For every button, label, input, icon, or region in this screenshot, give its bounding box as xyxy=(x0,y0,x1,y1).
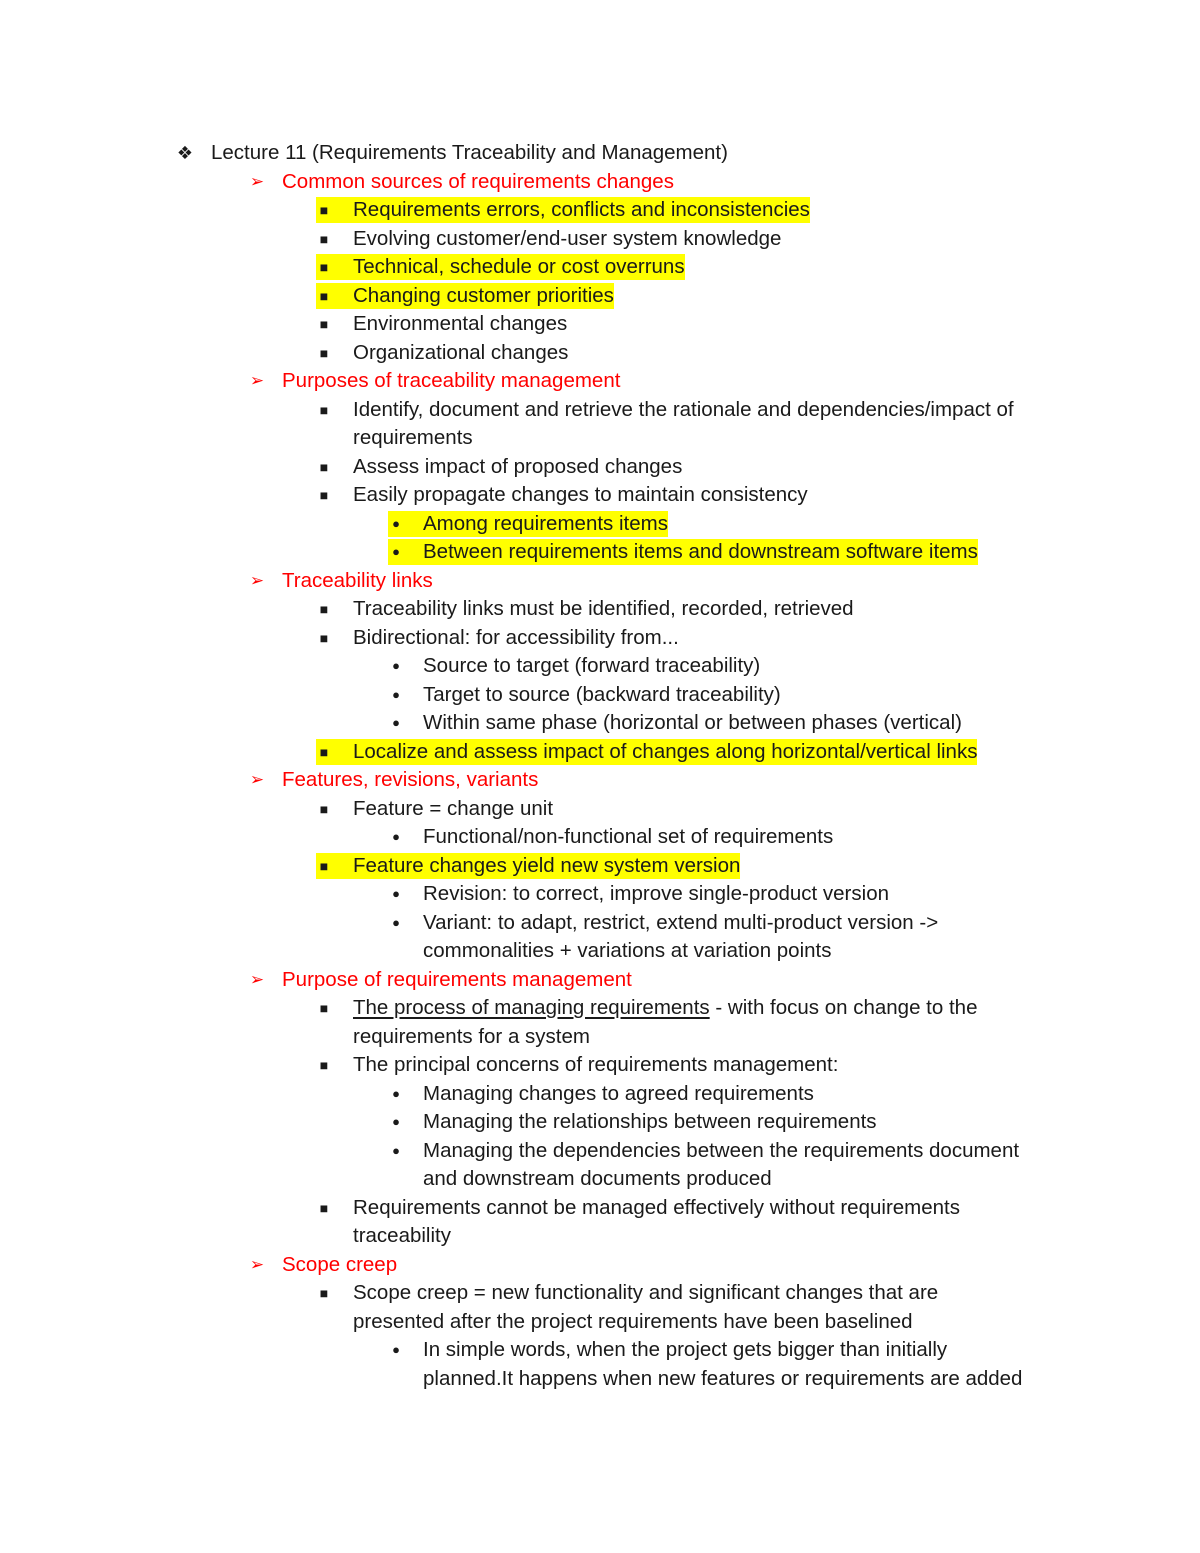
square-bullet-icon: ■ xyxy=(319,1057,329,1073)
outline-line-level-3 xyxy=(0,909,1200,938)
square-bullet-icon: ■ xyxy=(319,857,329,874)
outline-text: Features, revisions, variants xyxy=(282,768,539,791)
outline-line-level-2 xyxy=(0,253,1200,282)
outline-line-level-2 xyxy=(0,624,1200,653)
outline-line-level-3 xyxy=(0,709,1200,738)
outline-line-level-0 xyxy=(0,139,1200,168)
outline-text: commonalities + variations at variation points xyxy=(423,939,832,962)
square-bullet-icon: ■ xyxy=(319,1199,329,1216)
outline-line-level-2 xyxy=(0,424,1200,453)
outline-text: Between requirements items and downstream software items xyxy=(423,540,978,563)
square-bullet-icon: ■ xyxy=(319,800,329,817)
outline-line-level-3 xyxy=(0,1137,1200,1166)
outline-line-level-3 xyxy=(0,1336,1200,1365)
circle-bullet-icon: ● xyxy=(392,715,400,730)
outline-text: Environmental changes xyxy=(353,312,568,335)
outline-text xyxy=(353,994,977,1023)
outline-text: Target to source (backward traceability) xyxy=(423,682,781,706)
outline-text: Easily propagate changes to maintain consistency xyxy=(353,483,808,506)
outline-line-level-2 xyxy=(0,396,1200,425)
outline-line-level-3 xyxy=(0,1080,1200,1109)
outline-line-level-2 xyxy=(0,453,1200,482)
outline-text: Feature changes yield new system version xyxy=(353,853,741,877)
outline-line-level-2 xyxy=(0,1023,1200,1052)
outline-text: Requirements errors, conflicts and inconsistencies xyxy=(353,198,810,221)
outline-text-rest: - with focus on change to the xyxy=(709,996,978,1019)
circle-bullet-icon: ● xyxy=(392,886,400,901)
outline-text: Technical, schedule or cost overruns xyxy=(353,255,685,278)
circle-bullet-icon: ● xyxy=(392,686,400,702)
outline-line-level-3 xyxy=(0,510,1200,539)
arrow-bullet-icon: ➢ xyxy=(249,371,265,390)
outline-text: Changing customer priorities xyxy=(353,283,614,307)
circle-bullet-icon: ● xyxy=(392,1085,400,1101)
outline-text: Bidirectional: for accessibility from... xyxy=(353,625,679,649)
outline-text: traceability xyxy=(353,1224,451,1247)
outline-line-level-3 xyxy=(0,880,1200,909)
outline-line-level-2 xyxy=(0,1308,1200,1337)
outline-text: requirements xyxy=(353,426,473,449)
outline-line-level-3 xyxy=(0,652,1200,681)
outline-line-level-2 xyxy=(0,595,1200,624)
outline-line-level-2 xyxy=(0,310,1200,339)
outline-line-level-2 xyxy=(0,1279,1200,1308)
outline-text: Managing the dependencies between the requirements document xyxy=(423,1138,1020,1162)
outline-text: Scope creep xyxy=(282,1252,398,1276)
outline-text: Requirements cannot be managed effectively without requirements xyxy=(353,1195,960,1219)
outline-line-level-3 xyxy=(0,937,1200,966)
outline-line-level-2 xyxy=(0,225,1200,254)
outline-text: Source to target (forward traceability) xyxy=(423,654,761,677)
square-bullet-icon: ■ xyxy=(319,1000,329,1016)
outline-text: Among requirements items xyxy=(423,511,668,535)
outline-line-level-3 xyxy=(0,823,1200,852)
circle-bullet-icon: ● xyxy=(392,914,400,930)
outline-text: requirements for a system xyxy=(353,1024,590,1048)
outline-text: Feature = change unit xyxy=(353,796,554,820)
outline-text: Managing changes to agreed requirements xyxy=(423,1081,814,1105)
lecture-notes-outline xyxy=(0,139,1200,1393)
underlined-phrase: The process of managing requirements xyxy=(353,996,710,1019)
diamond-bullet-icon: ❖ xyxy=(176,143,194,163)
outline-text: Purposes of traceability management xyxy=(282,369,621,392)
outline-line-level-3 xyxy=(0,1365,1200,1394)
outline-text: Managing the relationships between requirements xyxy=(423,1110,877,1133)
outline-line-level-1 xyxy=(0,567,1200,596)
outline-text: Common sources of requirements changes xyxy=(282,169,674,193)
outline-line-level-2 xyxy=(0,852,1200,881)
outline-line-level-2 xyxy=(0,795,1200,824)
square-bullet-icon: ■ xyxy=(319,259,329,275)
outline-text: Identify, document and retrieve the rationale and dependencies/impact of xyxy=(353,397,1014,421)
outline-line-level-1 xyxy=(0,766,1200,795)
circle-bullet-icon: ● xyxy=(392,829,400,844)
circle-bullet-icon: ● xyxy=(392,515,400,531)
outline-line-level-3 xyxy=(0,1165,1200,1194)
square-bullet-icon: ■ xyxy=(319,601,329,617)
outline-text: Localize and assess impact of changes along horizontal/vertical links xyxy=(353,739,978,763)
circle-bullet-icon: ● xyxy=(392,1142,400,1158)
square-bullet-icon: ■ xyxy=(319,230,329,247)
outline-text: Purpose of requirements management xyxy=(282,967,632,991)
outline-text: Variant: to adapt, restrict, extend multi-product version -> xyxy=(423,910,939,934)
outline-line-level-3 xyxy=(0,1108,1200,1137)
arrow-bullet-icon: ➢ xyxy=(249,770,265,789)
outline-line-level-3 xyxy=(0,538,1200,567)
square-bullet-icon: ■ xyxy=(319,287,329,304)
square-bullet-icon: ■ xyxy=(319,743,329,760)
square-bullet-icon: ■ xyxy=(319,629,329,646)
outline-line-level-2 xyxy=(0,1222,1200,1251)
outline-line-level-3 xyxy=(0,681,1200,710)
arrow-bullet-icon: ➢ xyxy=(249,969,265,989)
outline-line-level-2 xyxy=(0,196,1200,225)
outline-text: Functional/non-functional set of requirements xyxy=(423,825,834,848)
outline-text: and downstream documents produced xyxy=(423,1167,772,1190)
outline-line-level-2 xyxy=(0,481,1200,510)
outline-line-level-2 xyxy=(0,1051,1200,1080)
outline-line-level-1 xyxy=(0,1251,1200,1280)
outline-text: Scope creep = new functionality and significant changes that are xyxy=(353,1281,939,1304)
outline-text: Traceability links must be identified, recorded, retrieved xyxy=(353,597,854,620)
square-bullet-icon: ■ xyxy=(319,487,329,503)
outline-line-level-2 xyxy=(0,339,1200,368)
square-bullet-icon: ■ xyxy=(319,316,329,332)
outline-line-level-2 xyxy=(0,994,1200,1023)
arrow-bullet-icon: ➢ xyxy=(249,171,265,191)
square-bullet-icon: ■ xyxy=(319,401,329,418)
outline-text: Lecture 11 (Requirements Traceability and Management) xyxy=(211,141,728,164)
outline-line-level-1 xyxy=(0,966,1200,995)
outline-text: Revision: to correct, improve single-product version xyxy=(423,882,889,905)
circle-bullet-icon: ● xyxy=(392,1114,400,1129)
outline-line-level-2 xyxy=(0,282,1200,311)
square-bullet-icon: ■ xyxy=(319,1285,329,1301)
outline-text: presented after the project requirements have been baselined xyxy=(353,1309,913,1333)
outline-text: Within same phase (horizontal or between phases (vertical) xyxy=(423,711,962,734)
square-bullet-icon: ■ xyxy=(319,344,329,361)
outline-text: Assess impact of proposed changes xyxy=(353,454,683,478)
outline-line-level-1 xyxy=(0,367,1200,396)
outline-text: In simple words, when the project gets bigger than initially xyxy=(423,1338,948,1361)
arrow-bullet-icon: ➢ xyxy=(249,570,265,590)
outline-text: The principal concerns of requirements management: xyxy=(353,1053,839,1076)
circle-bullet-icon: ● xyxy=(392,658,400,673)
circle-bullet-icon: ● xyxy=(392,544,400,559)
square-bullet-icon: ■ xyxy=(319,202,329,218)
outline-line-level-2 xyxy=(0,1194,1200,1223)
circle-bullet-icon: ● xyxy=(392,1342,400,1357)
outline-line-level-1 xyxy=(0,168,1200,197)
outline-line-level-2 xyxy=(0,738,1200,767)
square-bullet-icon: ■ xyxy=(319,458,329,475)
outline-text: planned.It happens when new features or requirements are added xyxy=(423,1366,1023,1390)
arrow-bullet-icon: ➢ xyxy=(249,1254,265,1274)
outline-text: Organizational changes xyxy=(353,340,569,364)
outline-text: Evolving customer/end-user system knowledge xyxy=(353,226,782,250)
outline-text: Traceability links xyxy=(282,568,433,592)
